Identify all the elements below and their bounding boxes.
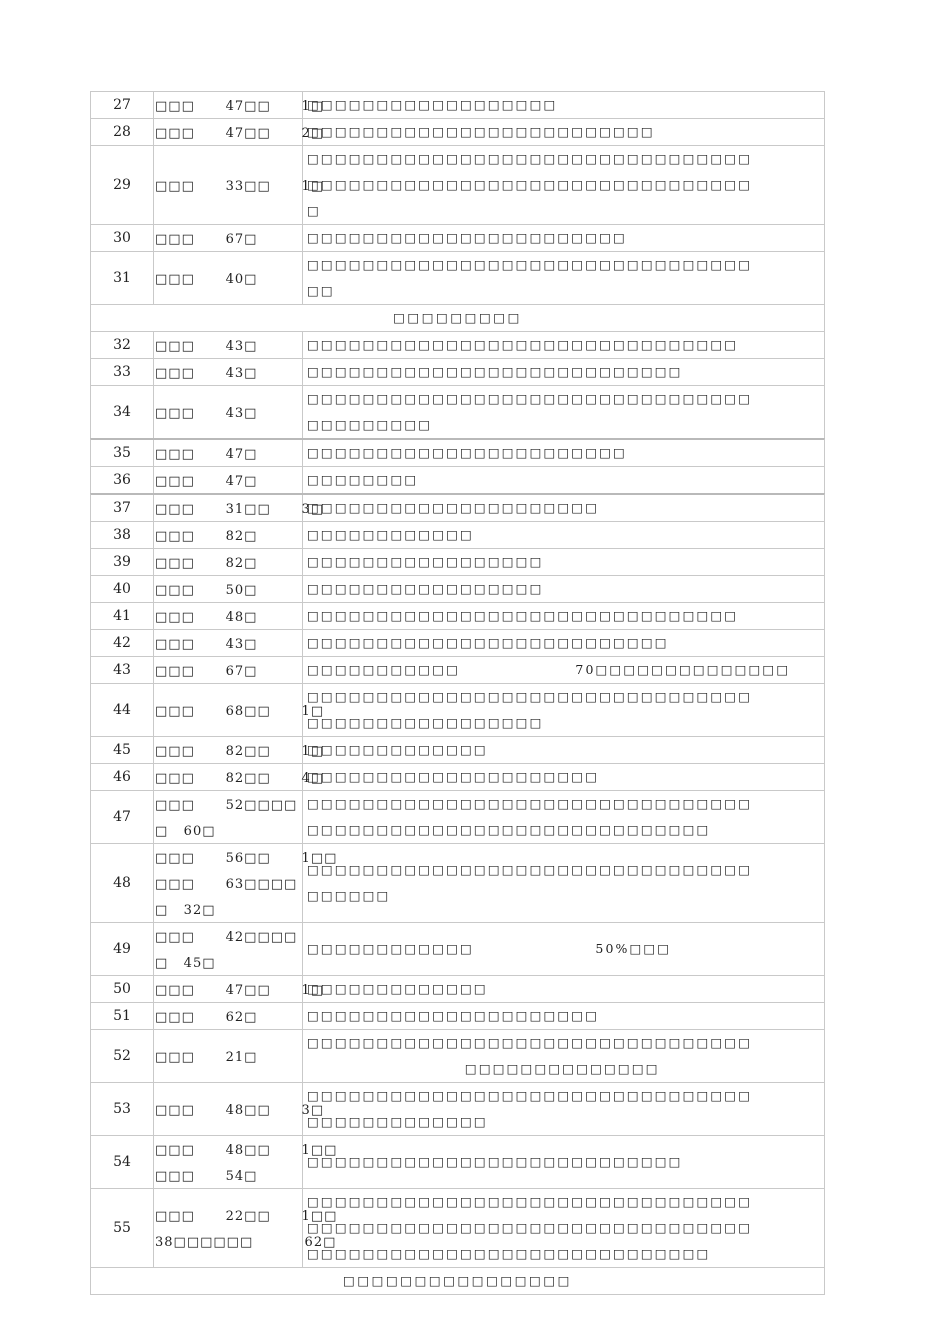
table-row [90, 1002, 825, 1029]
article-line: □□□ 63□□□□ [155, 877, 298, 892]
description-line: □□□□□□□□□ [307, 417, 433, 432]
description-line: □□□□□□□□□□□□□□□□□□□□□□□ [307, 445, 627, 460]
article-line: □□□ 43□ [155, 406, 258, 421]
article-line: □□□ 40□ [155, 272, 258, 287]
article-line: □□□ 42□□□□ [155, 930, 298, 945]
table-row [90, 975, 825, 1002]
table-row [90, 763, 825, 790]
description-line: □□ [307, 283, 335, 298]
description-line: □□□□□□□□□□□□□□□□□□□□□□□□□□□□□□□□ [307, 1088, 753, 1103]
article-reference [153, 359, 303, 385]
table-row [90, 1135, 825, 1188]
row-number: 48 [91, 844, 154, 922]
article-line: □□□ 52□□□□ [155, 798, 298, 813]
description [303, 1003, 824, 1029]
table-row [90, 438, 825, 466]
description-line: □□□□□□□□□□□□□□□□□□□□□□□□□□□□□□□ [307, 337, 739, 352]
description [303, 1083, 824, 1135]
description [303, 252, 824, 304]
article-line: □□□ 62□ [155, 1010, 258, 1025]
table-row [90, 1029, 825, 1082]
description-line: □□□□□□□□□□□□□□□□□□□□□□□□□□□□□□□□ [307, 1035, 753, 1050]
article-line: □□□ 31□□ 3□ [155, 502, 325, 517]
description-line: □□□□□□□□□□□□□□□□□□□□□ [307, 769, 600, 784]
article-reference [153, 252, 303, 304]
table-row [90, 629, 825, 656]
row-number: 45 [91, 737, 154, 763]
article-reference [153, 1083, 325, 1135]
article-reference [153, 791, 303, 843]
row-number: 27 [91, 92, 154, 118]
description-line: □□□□□□□□□□□□□□□□□ [307, 581, 544, 596]
article-reference [153, 1189, 338, 1267]
description [303, 1189, 824, 1267]
row-number: 28 [91, 119, 154, 145]
article-reference [153, 657, 303, 683]
description [303, 92, 824, 118]
article-reference [153, 467, 303, 493]
description-line: □□□□□□□□□□□□□□□□□□□□□□□□□□□□□ [307, 1246, 711, 1261]
row-number: 46 [91, 764, 154, 790]
article-line: □□□ 82□□ 1□ [155, 744, 325, 759]
table-row [90, 224, 825, 251]
description [303, 440, 824, 466]
row-number: 38 [91, 522, 154, 548]
article-line: □ 60□ [155, 824, 216, 839]
description-line: □□□□□□□□□□□□ [307, 527, 474, 542]
table-row [90, 385, 825, 438]
description-line: □□□□□□□□□□□□□□□□□□□□□□□□□□□□□□□□ [307, 257, 753, 272]
article-reference [153, 92, 325, 118]
row-number: 54 [91, 1136, 154, 1188]
article-line: □□□ 47□□ 2□ [155, 126, 325, 141]
article-line: □□□ 68□□ 1□ [155, 704, 325, 719]
article-line: □ 45□ [155, 956, 216, 971]
description-line: □□□□□□□□□□□□□□□□□□□□□□□□□ [307, 124, 655, 139]
table-row [90, 548, 825, 575]
description [303, 657, 824, 683]
description-line: □□□□□□□□□□□□□□□□□□□□□□□□□□□□□□□□ [307, 391, 753, 406]
description-line: □□□□□□ [307, 888, 391, 903]
article-reference [153, 1003, 303, 1029]
description-line: □□□□□□□□□□□□□□□□□□□□□□□ [307, 230, 627, 245]
description [303, 1136, 824, 1188]
description-line: □□□□□□□□□□□□□□□□□□□□□□□□□□□□□□□□ [307, 689, 753, 704]
table-row [90, 91, 825, 118]
article-reference [153, 332, 303, 358]
description [303, 359, 824, 385]
description [303, 522, 824, 548]
article-line: 38□□□□□□ 62□ [155, 1235, 337, 1250]
description-line: □□□□□□□□□□□□□□□□□□□□□□□□□□□ [307, 1154, 683, 1169]
row-number: 37 [91, 495, 154, 521]
row-number: 32 [91, 332, 154, 358]
description [303, 119, 824, 145]
description-line: □□□□□□□□□□□□□□□□□□□□□□□□□□ [307, 635, 669, 650]
row-number: 43 [91, 657, 154, 683]
article-line: □□□ 47□ [155, 474, 258, 489]
row-number: 55 [91, 1189, 154, 1267]
article-line: □□□ 48□ [155, 610, 258, 625]
description-line: □□□□□□□□□□□□□□□□□□□□□ [307, 500, 600, 515]
article-line: □□□ 47□□ 1□ [155, 99, 325, 114]
table-row [90, 1082, 825, 1135]
table-row [90, 331, 825, 358]
description-line: □□□□□□□□□□□□□□ [307, 1061, 660, 1076]
table-row [90, 1188, 825, 1267]
row-number: 35 [91, 440, 154, 466]
article-line: □□□ 43□ [155, 339, 258, 354]
description [303, 923, 824, 975]
description-line: □□□□□□□□□□□□□□□□□□□□□□□□□□□□□□□□ [307, 796, 753, 811]
description [303, 332, 824, 358]
article-reference [153, 603, 303, 629]
article-line: □□□ 50□ [155, 583, 258, 598]
article-line: □□□ 47□□ 1□ [155, 983, 325, 998]
description-line: □ [307, 203, 321, 218]
description [303, 764, 824, 790]
table-row [90, 493, 825, 521]
description [303, 576, 824, 602]
section-heading: □□□□□□□□□ [90, 304, 825, 331]
description-line: □□□□□□□□□□□□ 50%□□□ [307, 941, 672, 956]
table-row [90, 683, 825, 736]
row-number: 51 [91, 1003, 154, 1029]
table-row [90, 118, 825, 145]
article-line: □ 32□ [155, 903, 216, 918]
description [303, 603, 824, 629]
article-reference [153, 1136, 338, 1188]
table-row [90, 656, 825, 683]
article-line: □□□ 33□□ 1□ [155, 179, 325, 194]
article-line: □□□ 82□ [155, 529, 258, 544]
description [303, 146, 824, 224]
description-line: □□□□□□□□□□□□□□□□□□ [307, 97, 558, 112]
description-line: □□□□□□□□□□□□□□□□□□□□□□□□□□□□□□□□ [307, 1194, 753, 1209]
description [303, 791, 824, 843]
row-number: 47 [91, 791, 154, 843]
description-line: □□□□□□□□□□□□□□□□□□□□□ [307, 1008, 600, 1023]
row-number: 33 [91, 359, 154, 385]
table-row [90, 251, 825, 304]
article-line: □□□ 21□ [155, 1050, 258, 1065]
table-row [90, 145, 825, 224]
description-line: □□□□□□□□□□□□□□□□□□□□□□□□□□□□□□□□ [307, 1220, 753, 1235]
row-number: 36 [91, 467, 154, 493]
description-line: □□□□□□□□□□□□□□□□□□□□□□□□□□□□□□□ [307, 608, 739, 623]
table-row [90, 922, 825, 975]
row-number: 30 [91, 225, 154, 251]
article-reference [153, 386, 303, 438]
article-line: □□□ 43□ [155, 366, 258, 381]
description-line: □□□□□□□□□□□□□□□□□□□□□□□□□□□□□□□□ [307, 862, 753, 877]
description [303, 495, 824, 521]
article-line: □□□ 67□ [155, 664, 258, 679]
description [303, 976, 824, 1002]
article-line: □□□ 82□□ 4□ [155, 771, 325, 786]
table-row [90, 358, 825, 385]
article-reference [153, 923, 303, 975]
row-number: 29 [91, 146, 154, 224]
row-number: 41 [91, 603, 154, 629]
description [303, 684, 824, 736]
row-number: 31 [91, 252, 154, 304]
description [303, 225, 824, 251]
table-row [90, 466, 825, 493]
article-reference [153, 146, 325, 224]
description [303, 630, 824, 656]
row-number: 42 [91, 630, 154, 656]
description-line: □□□□□□□□□□□□□□□□□□□□□□□□□□□□□ [307, 822, 711, 837]
description [303, 549, 824, 575]
article-reference [153, 1030, 303, 1082]
table-row [90, 736, 825, 763]
row-number: 44 [91, 684, 154, 736]
table-row [90, 790, 825, 843]
article-line: □□□ 67□ [155, 232, 258, 247]
article-reference [153, 844, 338, 922]
table-row [90, 575, 825, 602]
article-reference [153, 440, 303, 466]
article-line: □□□ 54□ [155, 1169, 258, 1184]
article-line: □□□ 56□□ 1□□ [155, 851, 338, 866]
row-number: 39 [91, 549, 154, 575]
article-reference [153, 495, 325, 521]
section-heading: □□□□□□□□□□□□□□□□ [90, 1267, 825, 1295]
document-table [90, 91, 825, 1295]
table-row [90, 602, 825, 629]
description-line: □□□□□□□□□□□□□□□□□□□□□□□□□□□ [307, 364, 683, 379]
description-line: □□□□□□□□□□□□□□□□□□□□□□□□□□□□□□□□ [307, 151, 753, 166]
description [303, 1030, 824, 1082]
description-line: □□□□□□□□□□□□□□□□□ [307, 715, 544, 730]
article-line: □□□ 48□□ 1□□ [155, 1143, 338, 1158]
article-reference [153, 549, 303, 575]
row-number: 49 [91, 923, 154, 975]
description [303, 844, 824, 922]
row-number: 53 [91, 1083, 154, 1135]
article-reference [153, 764, 325, 790]
description-line: □□□□□□□□□□□□□□□□□□□□□□□□□□□□□□□□ [307, 177, 753, 192]
row-number: 50 [91, 976, 154, 1002]
description-line: □□□□□□□□□□□□□ [307, 1114, 488, 1129]
article-reference [153, 225, 303, 251]
article-line: □□□ 43□ [155, 637, 258, 652]
article-reference [153, 522, 303, 548]
row-number: 40 [91, 576, 154, 602]
description-line: □□□□□□□□□□□□□ [307, 742, 488, 757]
article-reference [153, 576, 303, 602]
article-line: □□□ 22□□ 1□□ [155, 1209, 338, 1224]
article-line: □□□ 82□ [155, 556, 258, 571]
row-number: 34 [91, 386, 154, 438]
table-row [90, 843, 825, 922]
article-reference [153, 630, 303, 656]
description [303, 467, 824, 493]
article-reference [153, 119, 325, 145]
description-line: □□□□□□□□□□□ 70□□□□□□□□□□□□□□ [307, 662, 791, 677]
row-number: 52 [91, 1030, 154, 1082]
article-line: □□□ 48□□ 3□ [155, 1103, 325, 1118]
table-row [90, 521, 825, 548]
article-reference [153, 684, 325, 736]
description-line: □□□□□□□□□□□□□ [307, 981, 488, 996]
article-line: □□□ 47□ [155, 447, 258, 462]
article-reference [153, 976, 325, 1002]
description [303, 386, 824, 438]
description [303, 737, 824, 763]
article-reference [153, 737, 325, 763]
description-line: □□□□□□□□ [307, 472, 419, 487]
description-line: □□□□□□□□□□□□□□□□□ [307, 554, 544, 569]
